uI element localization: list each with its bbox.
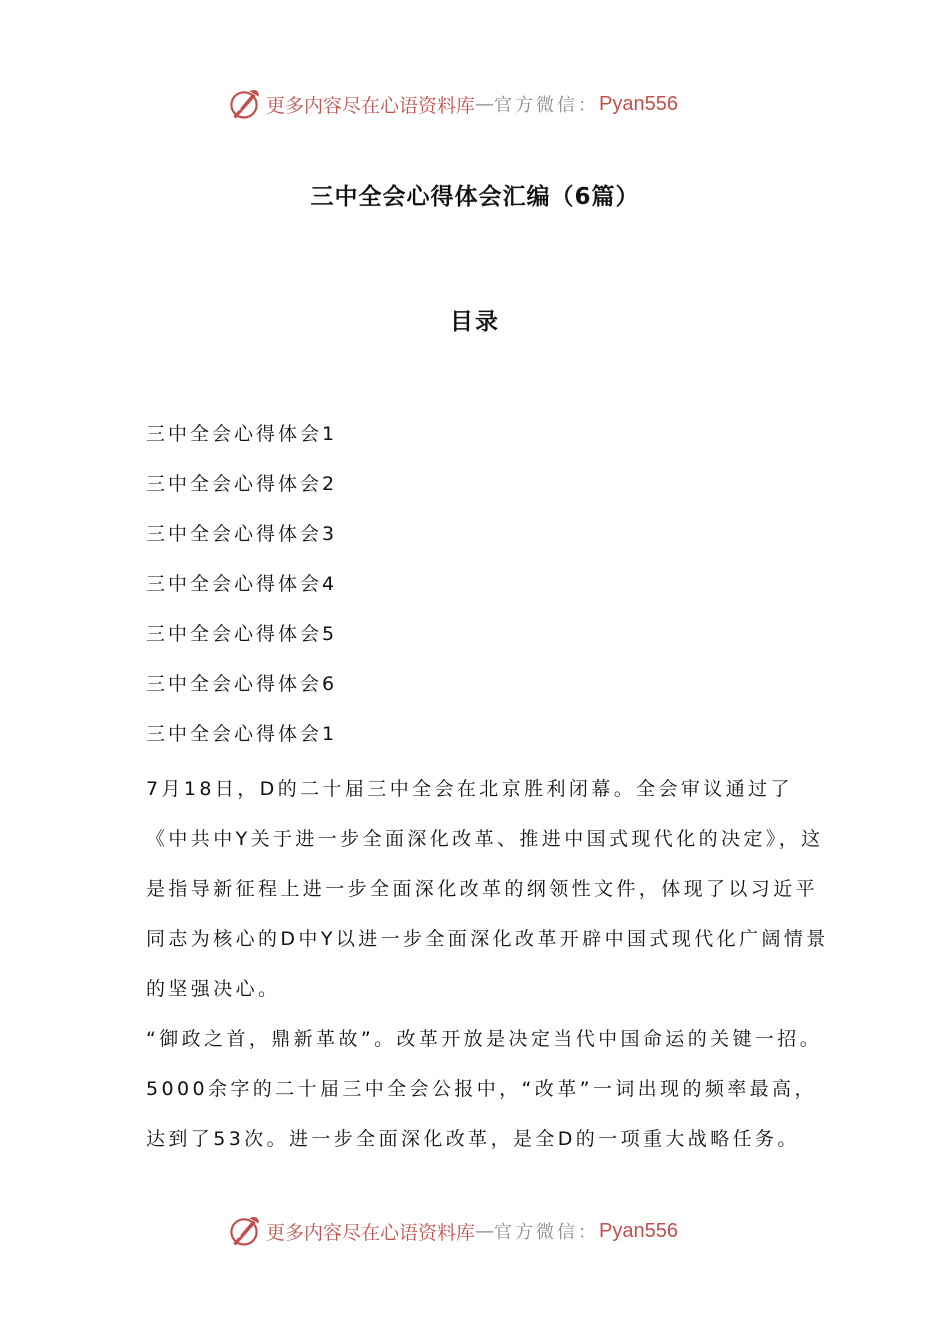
banner-text: 更多内容尽在心语资料库 xyxy=(266,1221,476,1244)
body-paragraph: 7月18日，D的二十届三中全会在北京胜利闭幕。全会审议通过了《中共中Y关于进一步全面深化改革、推进中国式现代化的决定》，这是指导新征程上进一步全面深化改革的纲领性文件，体现了以习近平同志为核心的D中Y以进一步全面深化改革开辟中国式现代化广阔情景的坚强决心。 xyxy=(146,778,829,1000)
toc-item[interactable]: 三中全会心得体会2 xyxy=(146,473,338,495)
header-banner xyxy=(226,84,746,124)
toc-item[interactable]: 三中全会心得体会4 xyxy=(146,573,338,595)
toc-item[interactable]: 三中全会心得体会3 xyxy=(146,523,338,545)
banner-wechat-id: Pyan556 xyxy=(599,92,678,115)
document-title: 三中全会心得体会汇编（6篇） xyxy=(310,184,640,210)
banner-wechat-label: 官方微信： xyxy=(494,1222,600,1243)
banner-separator: — xyxy=(475,93,495,115)
table-of-contents xyxy=(146,414,337,764)
banner-separator: — xyxy=(475,1220,495,1242)
body-paragraph: “御政之首，鼎新革故”。改革开放是决定当代中国命运的关键一招。5000余字的二十届三中全会公报中，“改革”一词出现的频率最高，达到了53次。进一步全面深化改革，是全D的一项重大战略任务。 xyxy=(146,1028,823,1150)
toc-item[interactable]: 三中全会心得体会5 xyxy=(146,623,338,645)
toc-item[interactable]: 三中全会心得体会6 xyxy=(146,673,338,695)
section-heading: 三中全会心得体会1 xyxy=(146,723,338,745)
toc-heading: 目录 xyxy=(450,309,500,335)
banner-wechat-id: Pyan556 xyxy=(599,1219,678,1242)
toc-item[interactable]: 三中全会心得体会1 xyxy=(146,423,338,445)
banner-text: 更多内容尽在心语资料库 xyxy=(266,94,476,117)
quill-pen-logo-icon xyxy=(226,86,262,122)
quill-pen-logo-icon xyxy=(226,1213,262,1249)
banner-wechat-label: 官方微信： xyxy=(494,95,600,116)
footer-banner xyxy=(226,1211,746,1251)
